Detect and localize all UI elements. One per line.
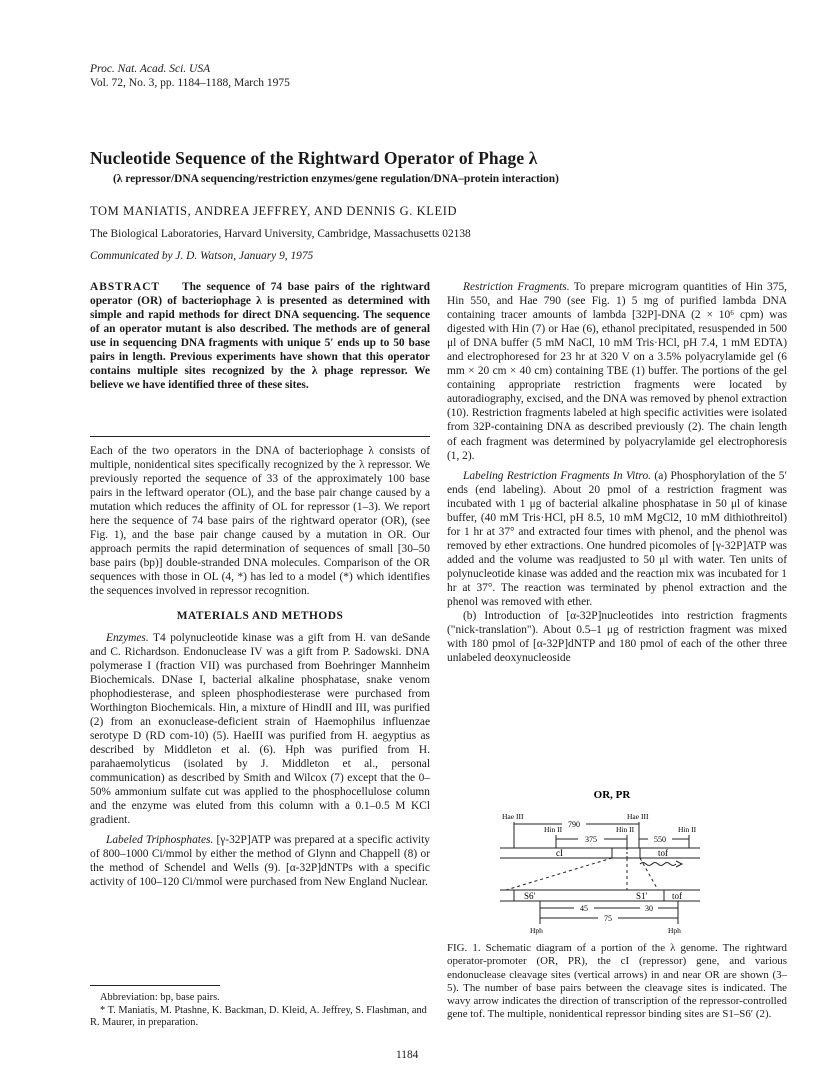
right-column <box>447 280 787 665</box>
footnote-star: * T. Maniatis, M. Ptashne, K. Backman, D. Kleid, A. Jeffrey, S. Flashman, and R. Maurer, in preparation. <box>90 1004 427 1029</box>
label-gene-ci: cI <box>556 848 563 858</box>
journal-header <box>90 62 290 90</box>
triphosphates-paragraph <box>90 833 430 889</box>
figure-1-diagram <box>500 786 740 936</box>
transcription-wavy-arrow <box>640 863 676 866</box>
labeling-paragraph <box>447 469 787 609</box>
enzymes-text: T4 polynucleotide kinase was a gift from H. van deSande and C. Richardson. Endonuclease IV was a gift from P. Sadowski. DNA polymerase I (fraction VII) was purchased from Boehringer Mannheim Biochemicals. DNase I, bacterial alkaline phosphatase, snake venom phophodiesterase, and spleen phosphodiesterase were purchased from Worthington Biochemicals. Hin, a mixture of HindII and III, was purified (2) from an exonuclease-deficient strain of Haemophilus influenzae serotype D (RD com-10) (5). HaeIII was purified from H. aegyptius as described by Middleton et al. (6). Hph was purified from H. parahaemolyticus (isolated by J. Middleton et al., personal communication) as described by Smith and Wilcox (7) except that the 0–50% ammonium sulfate cut was applied to the phosphocellulose column and the enzyme was eluted from this column with a 0.1–0.5 M KCl gradient. <box>90 631 430 827</box>
restriction-paragraph <box>447 280 787 463</box>
label-site-s6: S6′ <box>524 891 536 901</box>
figure-1-caption: FIG. 1. Schematic diagram of a portion of the λ genome. The rightward operator-promoter (OR, PR), the cI (repressor) gene, and various endonuclease cleavage sites (vertical arrows) in and near OR are shown (3–5). The number of base pairs between the cleavage sites is indicated. The wavy arrow indicates the direction of transcription of the repressor-controlled gene tof. The multiple, nonidentical repressor binding sites are S1–S6′ (2). <box>447 942 787 1021</box>
restriction-text: To prepare microgram quantities of Hin 375, Hin 550, and Hae 790 (see Fig. 1) 5 mg of purified lambda DNA containing tracer amounts of lambda [32P]-DNA (2 × 10⁶ cpm) was digested with Hin (7) or Hae (6), ethanol precipitated, resuspended in 500 μl of DNA buffer (5 mM NaCl, 10 mM Tris·HCl, pH 7.4, 1 mM EDTA) and electrophoresed for 23 hr at 320 V on a 3.5% polyacrylamide gel (6 mm × 20 cm × 40 cm) containing TBE (1) buffer. The portions of the gel containing appropriate restriction fragments were located by autoradiography, excised, and the DNA was removed by phenol extraction (10). Restriction fragments labeled at high specific activities were isolated from 32P-containing DNA as described previously (2). The chain length of each fragment was determined by polyacrylamide gel electrophoresis (1, 2). <box>447 281 787 462</box>
article-title: Nucleotide Sequence of the Rightward Operator of Phage λ <box>90 148 538 168</box>
restriction-lead: Restriction Fragments. <box>463 281 570 293</box>
label-30: 30 <box>645 904 653 913</box>
journal-citation: Vol. 72, No. 3, pp. 1184–1188, March 1975 <box>90 77 290 89</box>
zoom-line-left <box>506 858 612 890</box>
communicated-by: Communicated by J. D. Watson, January 9, 1975 <box>90 250 314 262</box>
label-hph-left: Hph <box>530 926 543 935</box>
fig-title: OR, PR <box>593 789 631 801</box>
label-hae3-left: Hae III <box>502 812 524 821</box>
label-site-s1: S1′ <box>636 891 648 901</box>
label-hin2-a: Hin II <box>544 825 563 834</box>
label-hin2-b: Hin II <box>616 825 635 834</box>
label-550: 550 <box>654 835 666 844</box>
labeling-lead: Labeling Restriction Fragments In Vitro. <box>463 469 651 482</box>
triphosphates-lead: Labeled Triphosphates. <box>106 834 214 847</box>
label-hph-right: Hph <box>668 926 681 935</box>
enzymes-lead: Enzymes. <box>106 631 149 644</box>
footnotes <box>90 992 430 1030</box>
abstract-label: ABSTRACT <box>90 281 161 293</box>
label-75: 75 <box>604 914 612 923</box>
label-gene-tof-expanded: tof <box>672 891 682 901</box>
intro-paragraph: Each of the two operators in the DNA of bacteriophage λ consists of multiple, nonidentical sites specifically recognized by the λ repressor. We previously reported the sequence of 33 of the approximately 100 base pairs in the leftward operator (OL), and the base pair change caused by a mutation which reduces the affinity of OL for repressor (1–3). We report here the sequence of 74 base pairs of the rightward operator (OR), (see Fig. 1), and the base pair change caused by a mutation in OR. Our approach permits the rapid determination of sequences of small [30–50 base pairs (bp)] double-stranded DNA molecules. Comparison of the OR sequences with those in OL (4, *) has led to a model (*) which identifies the sequences involved in repressor recognition. <box>90 445 430 598</box>
left-column <box>90 444 430 889</box>
enzymes-paragraph <box>90 631 430 828</box>
journal-name: Proc. Nat. Acad. Sci. USA <box>90 63 211 75</box>
footnote-abbreviation: Abbreviation: bp, base pairs. <box>100 992 220 1003</box>
abstract-rule <box>90 436 430 437</box>
label-gene-tof: tof <box>658 848 668 858</box>
page-number: 1184 <box>396 1049 419 1061</box>
label-375: 375 <box>585 835 597 844</box>
label-790: 790 <box>568 820 580 829</box>
labeling-text: (a) Phosphorylation of the 5′ ends (end labeling). About 20 pmol of a restriction fragment was incubated with 1 μg of bacterial alkaline phosphatase in 50 μl of kinase buffer, (40 mM Tris·HCl, pH 8.5, 10 mM MgCl2, 10 mM dithiothreitol) for 1 hr at 37° and extracted four times with phenol, and the phenol was removed by ether extractions. One hundred picomoles of [γ-32P]ATP was added and the volume was readjusted to 50 μl with water. Ten units of polynucleotide kinase was added and the reaction mix was incubated for 1 hr at 37°. The reaction was terminated by phenol extraction and the phenol was removed with ether. <box>447 469 787 609</box>
authors: TOM MANIATIS, ANDREA JEFFREY, AND DENNIS G. KLEID <box>90 204 458 218</box>
label-45: 45 <box>580 904 588 913</box>
label-hae3-right: Hae III <box>627 812 649 821</box>
triphosphates-text: [γ-32P]ATP was prepared at a specific activity of 800–1000 Ci/mmol by either the method of Glynn and Chappell (8) or the method of Schendel and Wells (9). [α-32P]dNTPs with a specific activity of 100–120 Ci/mmol were purchased from New England Nuclear. <box>90 834 430 889</box>
methods-heading: MATERIALS AND METHODS <box>176 609 344 622</box>
footnote-rule <box>90 985 220 986</box>
keywords: (λ repressor/DNA sequencing/restriction enzymes/gene regulation/DNA–protein interaction) <box>113 173 559 185</box>
abstract-text: The sequence of 74 base pairs of the rightward operator (OR) of bacteriophage λ is presented as determined with simple and rapid methods for direct DNA sequencing. The sequence of an operator mutant is also described. The methods are of general use in sequencing DNA fragments with unique 5′ ends up to 50 base pairs in length. Previous experiments have shown that this operator contains multiple sites recognized by the λ phage repressor. We believe we have identified three of these sites. <box>90 281 430 392</box>
nick-paragraph: (b) Introduction of [α-32P]nucleotides into restriction fragments ("nick-translation"). About 0.5–1 μg of restriction fragment was mixed with 180 pmol of [α-32P]dNTP and 180 pmol of each of the other three unlabeled deoxynucleoside <box>447 610 787 665</box>
affiliation: The Biological Laboratories, Harvard University, Cambridge, Massachusetts 02138 <box>90 228 471 240</box>
abstract <box>90 280 430 392</box>
wavy-arrow-head <box>676 861 682 867</box>
label-hin2-c: Hin II <box>678 825 697 834</box>
